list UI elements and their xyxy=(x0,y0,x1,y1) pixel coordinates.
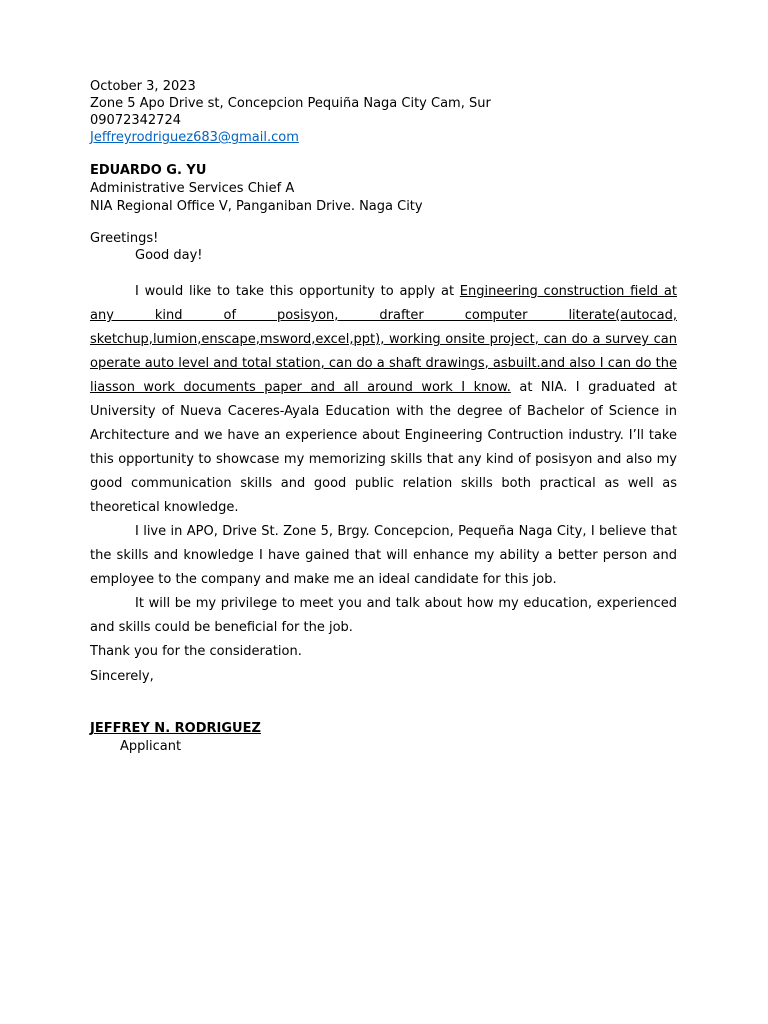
recipient-name: EDUARDO G. YU xyxy=(90,163,207,178)
thanks-line: Thank you for the consideration. xyxy=(90,644,302,659)
sender-email-link[interactable]: Jeffreyrodriguez683@gmail.com xyxy=(90,130,299,145)
sender-address: Zone 5 Apo Drive st, Concepcion Pequiña Naga City Cam, Sur xyxy=(90,96,491,111)
letter-date: October 3, 2023 xyxy=(90,79,196,94)
paragraph-application xyxy=(90,280,677,520)
recipient-block xyxy=(90,162,423,216)
recipient-office: NIA Regional Office V, Panganiban Drive. Naga City xyxy=(90,199,423,214)
sender-block xyxy=(90,78,491,146)
greeting-block xyxy=(90,230,203,264)
salutation: Greetings! xyxy=(90,231,159,246)
good-day-line: Good day! xyxy=(135,248,203,263)
paragraph-application-intro: I would like to take this opportunity to apply at xyxy=(135,284,460,299)
letter-body xyxy=(90,280,677,689)
paragraph-residence: I live in APO, Drive St. Zone 5, Brgy. Concepcion, Pequeña Naga City, I believe that the skills and knowledge I have gained that will enhance my ability a better person and employee to the company and make me an ideal candidate for this job. xyxy=(90,524,677,587)
signature-block xyxy=(90,720,261,756)
signatory-name: JEFFREY N. RODRIGUEZ xyxy=(90,721,261,736)
paragraph-application-rest: at NIA. I graduated at University of Nueva Caceres-Ayala Education with the degree of Bachelor of Science in Architecture and we have an experience about Engineering Contruction industry. I’ll take this opportunity to showcase my memorizing skills that any kind of posisyon and also my good communication skills and good public relation skills both practical as well as theoretical knowledge. xyxy=(90,380,677,515)
sign-off: Sincerely, xyxy=(90,669,154,684)
sender-phone: 09072342724 xyxy=(90,113,181,128)
signatory-title: Applicant xyxy=(120,739,182,754)
paragraph-application-skills: Engineering construction field at any kind of posisyon, drafter computer literate(autocad, sketchup,lumion,enscape,msword,excel,ppt), working onsite project, can do a survey can operate auto level and total station, can do a shaft drawings, asbuilt.and also I can do the liasson work documents paper and all around work I know. xyxy=(90,284,677,395)
paragraph-privilege: It will be my privilege to meet you and talk about how my education, experienced and skills could be beneficial for the job. xyxy=(90,596,677,635)
recipient-title: Administrative Services Chief A xyxy=(90,181,295,196)
